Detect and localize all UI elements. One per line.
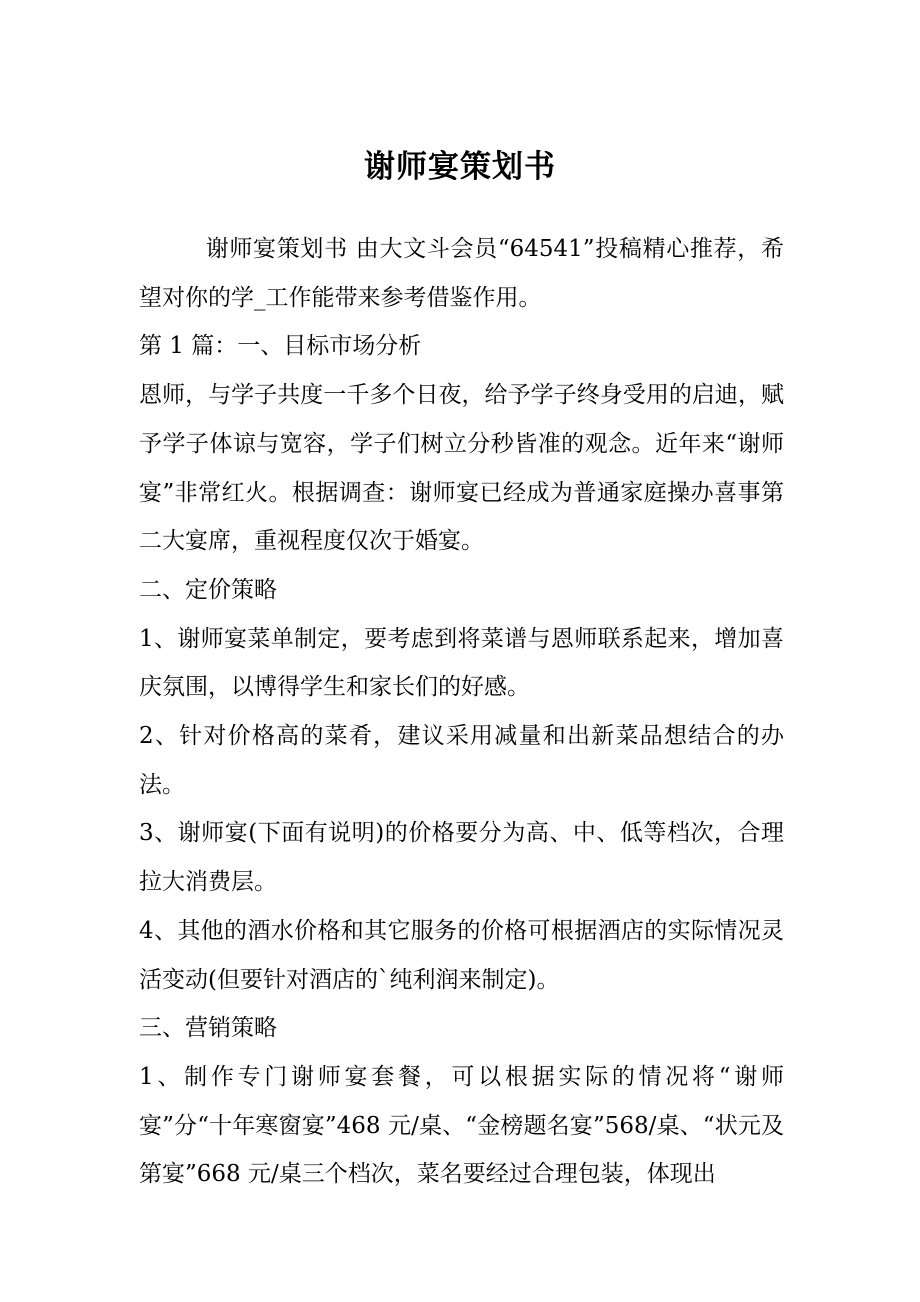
market-analysis-paragraph: 恩师，与学子共度一千多个日夜，给予学子终身受用的启迪，赋予学子体谅与宽容，学子们树立分秒皆准的观念。近年来“谢师宴”非常红火。根据调查：谢师宴已经成为普通家庭操办喜事第二大宴席，重视程度仅次于婚宴。 [139,382,784,555]
chapter-heading: 第 1 篇：一、目标市场分析 [139,333,422,360]
pricing-item-2: 2、针对价格高的菜肴，建议采用减量和出新菜品想结合的办法。 [139,723,784,798]
marketing-item-1: 1、制作专门谢师宴套餐，可以根据实际的情况将“谢师宴”分“十年寒窗宴”468 元/桌、“金榜题名宴”568/桌、“状元及第宴”668 元/桌三个档次，菜名要经过合理包装，体现出 [139,1063,784,1188]
pricing-item-4: 4、其他的酒水价格和其它服务的价格可根据酒店的实际情况灵活变动(但要针对酒店的`纯利润来制定)。 [139,917,784,993]
pricing-item-3: 3、谢师宴(下面有说明)的价格要分为高、中、低等档次，合理拉大消费层。 [139,820,784,896]
pricing-item-1: 1、谢师宴菜单制定，要考虑到将菜谱与恩师联系起来，增加喜庆氛围，以博得学生和家长们的好感。 [139,625,784,701]
section-heading-pricing: 二、定价策略 [139,576,277,603]
document-title: 谢师宴策划书 [364,149,556,185]
document-body [139,225,784,1199]
section-heading-marketing: 三、营销策略 [139,1015,277,1042]
intro-paragraph: 谢师宴策划书 由大文斗会员“64541”投稿精心推荐，希望对你的学_工作能带来参考借鉴作用。 [139,236,784,311]
